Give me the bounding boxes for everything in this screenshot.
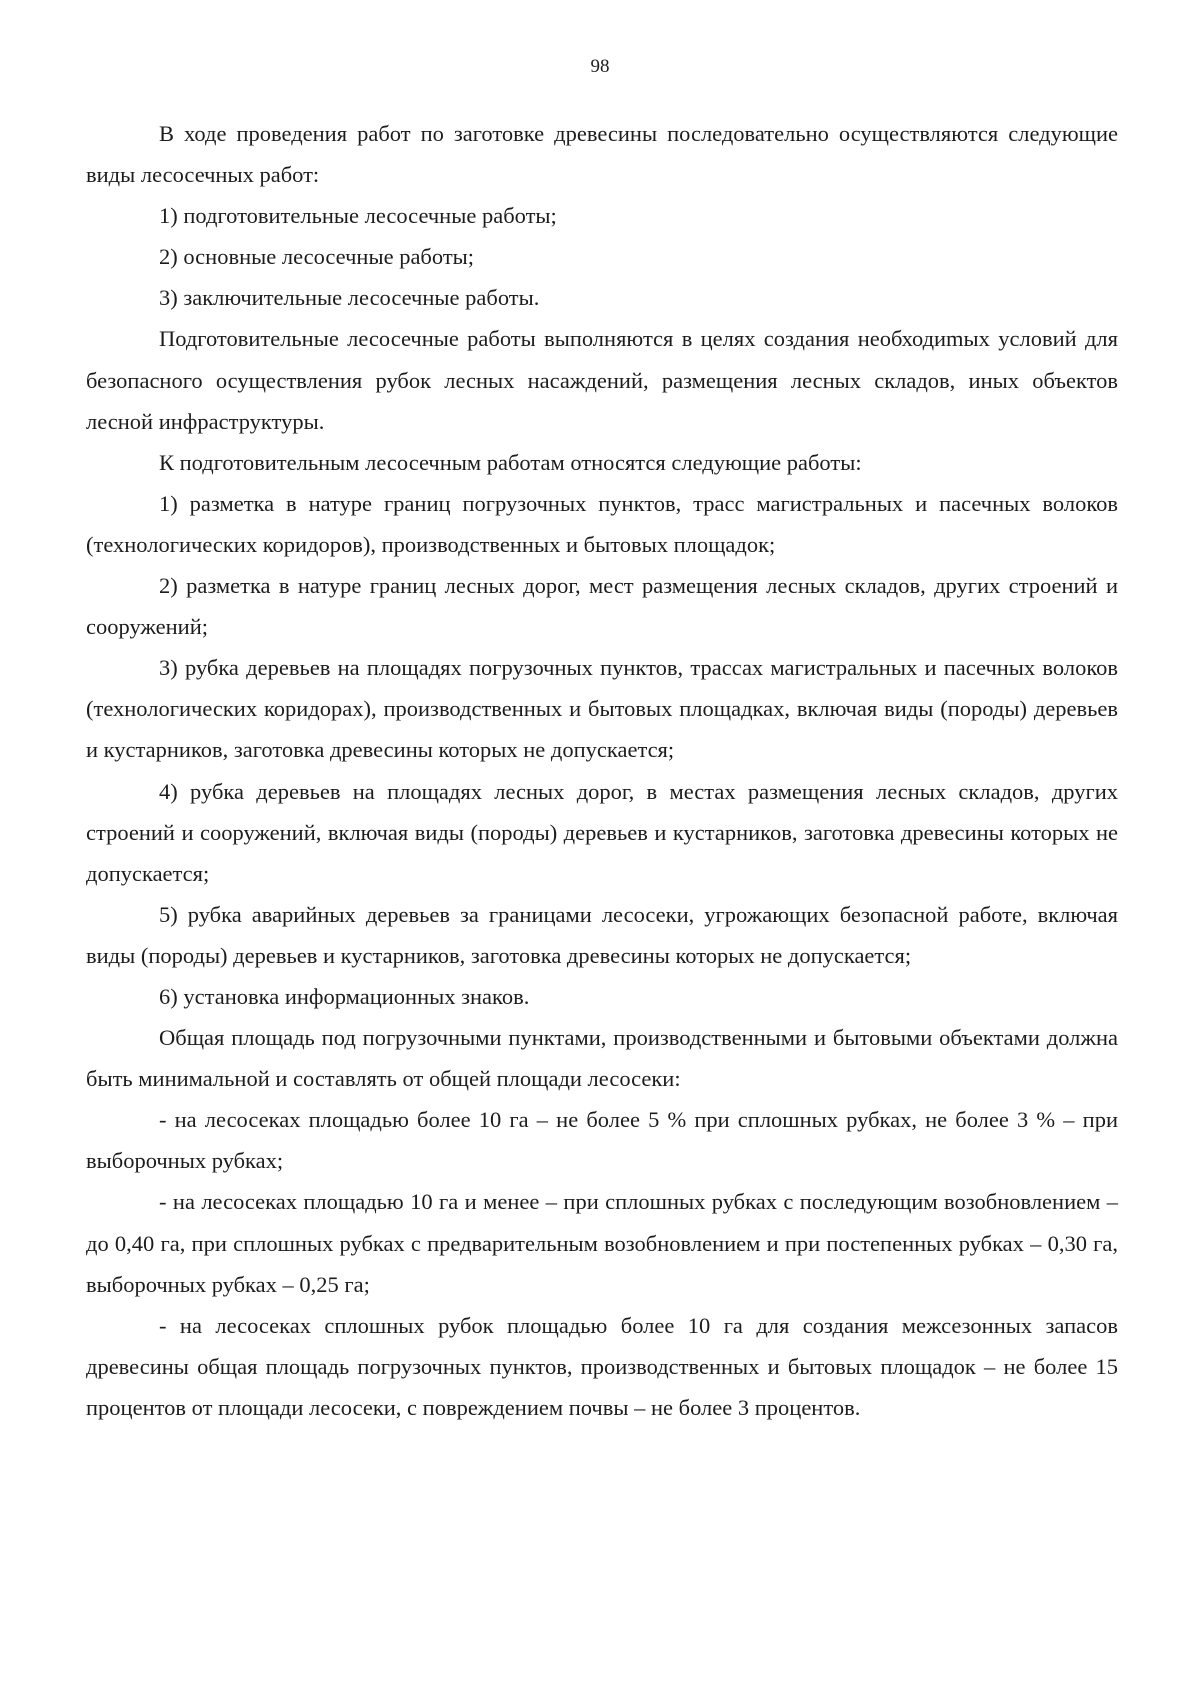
list-item-final: 3) заключительные лесосечные работы. — [159, 285, 540, 311]
list-item-area-over-10ha: - на лесосеках площадью более 10 га – не более 5 % при сплошных рубках, не более 3 % – при выборочных рубках; — [86, 1107, 1118, 1174]
list-item-main: 2) основные лесосечные работы; — [159, 244, 475, 270]
paragraph-intro: В ходе проведения работ по заготовке древесины последовательно осуществляются следующие виды лесосечных работ: — [86, 121, 1118, 188]
paragraph-preparatory-purpose: Подготовительные лесосечные работы выполняются в целях создания необходиmых условий для безопасного осуществления рубок лесных насаждений, размещения лесных складов, иных объектов лесной инфраструктуры. — [86, 326, 1118, 434]
page-number: 98 — [590, 56, 610, 77]
list-item-seasonal-stock: - на лесосеках сплошных рубок площадью более 10 га для создания межсезонных запасов древесины общая площадь погрузочных пунктов, производственных и бытовых площадок – не более 15 процентов от площади лесосеки, с повреждением почвы – не более 3 процентов. — [86, 1312, 1118, 1420]
list-item-marking-roads: 2) разметка в натуре границ лесных дорог, мест размещения лесных складов, других строений и сооружений; — [86, 573, 1118, 640]
paragraph-preparatory-works-heading: К подготовительным лесосечным работам относятся следующие работы: — [159, 449, 862, 475]
list-item-felling-hazard: 5) рубка аварийных деревьев за границами лесосеки, угрожающих безопасной работе, включая виды (породы) деревьев и кустарников, заготовка древесины которых не допускается; — [86, 901, 1118, 968]
list-item-felling-roads: 4) рубка деревьев на площадях лесных дорог, в местах размещения лесных складов, других строений и сооружений, включая виды (породы) деревьев и кустарников, заготовка древесины которых не допускается; — [86, 778, 1118, 886]
paragraph-total-area: Общая площадь под погрузочными пунктами, производственными и бытовыми объектами должна быть минимальной и составлять от общей площади лесосеки: — [86, 1025, 1118, 1092]
list-item-signs: 6) установка информационных знаков. — [159, 983, 530, 1009]
list-item-area-10ha-or-less: - на лесосеках площадью 10 га и менее – при сплошных рубках с последующим возобновлением – до 0,40 га, при сплошных рубках с предварительным возобновлением и при постепенных рубках – 0,30 га, выборочных рубках – 0,25 га; — [86, 1189, 1118, 1297]
list-item-felling-points: 3) рубка деревьев на площадях погрузочных пунктов, трассах магистральных и пасечных волоков (технологических коридорах), производственных и бытовых площадках, включая виды (породы) деревьев и кустарников, заготовка древесины которых не допускается; — [86, 655, 1118, 763]
document-body — [86, 113, 1118, 1428]
list-item-preparatory: 1) подготовительные лесосечные работы; — [159, 203, 557, 229]
list-item-marking-points: 1) разметка в натуре границ погрузочных пунктов, трасс магистральных и пасечных волоков (технологических коридоров), производственных и бытовых площадок; — [86, 490, 1118, 557]
